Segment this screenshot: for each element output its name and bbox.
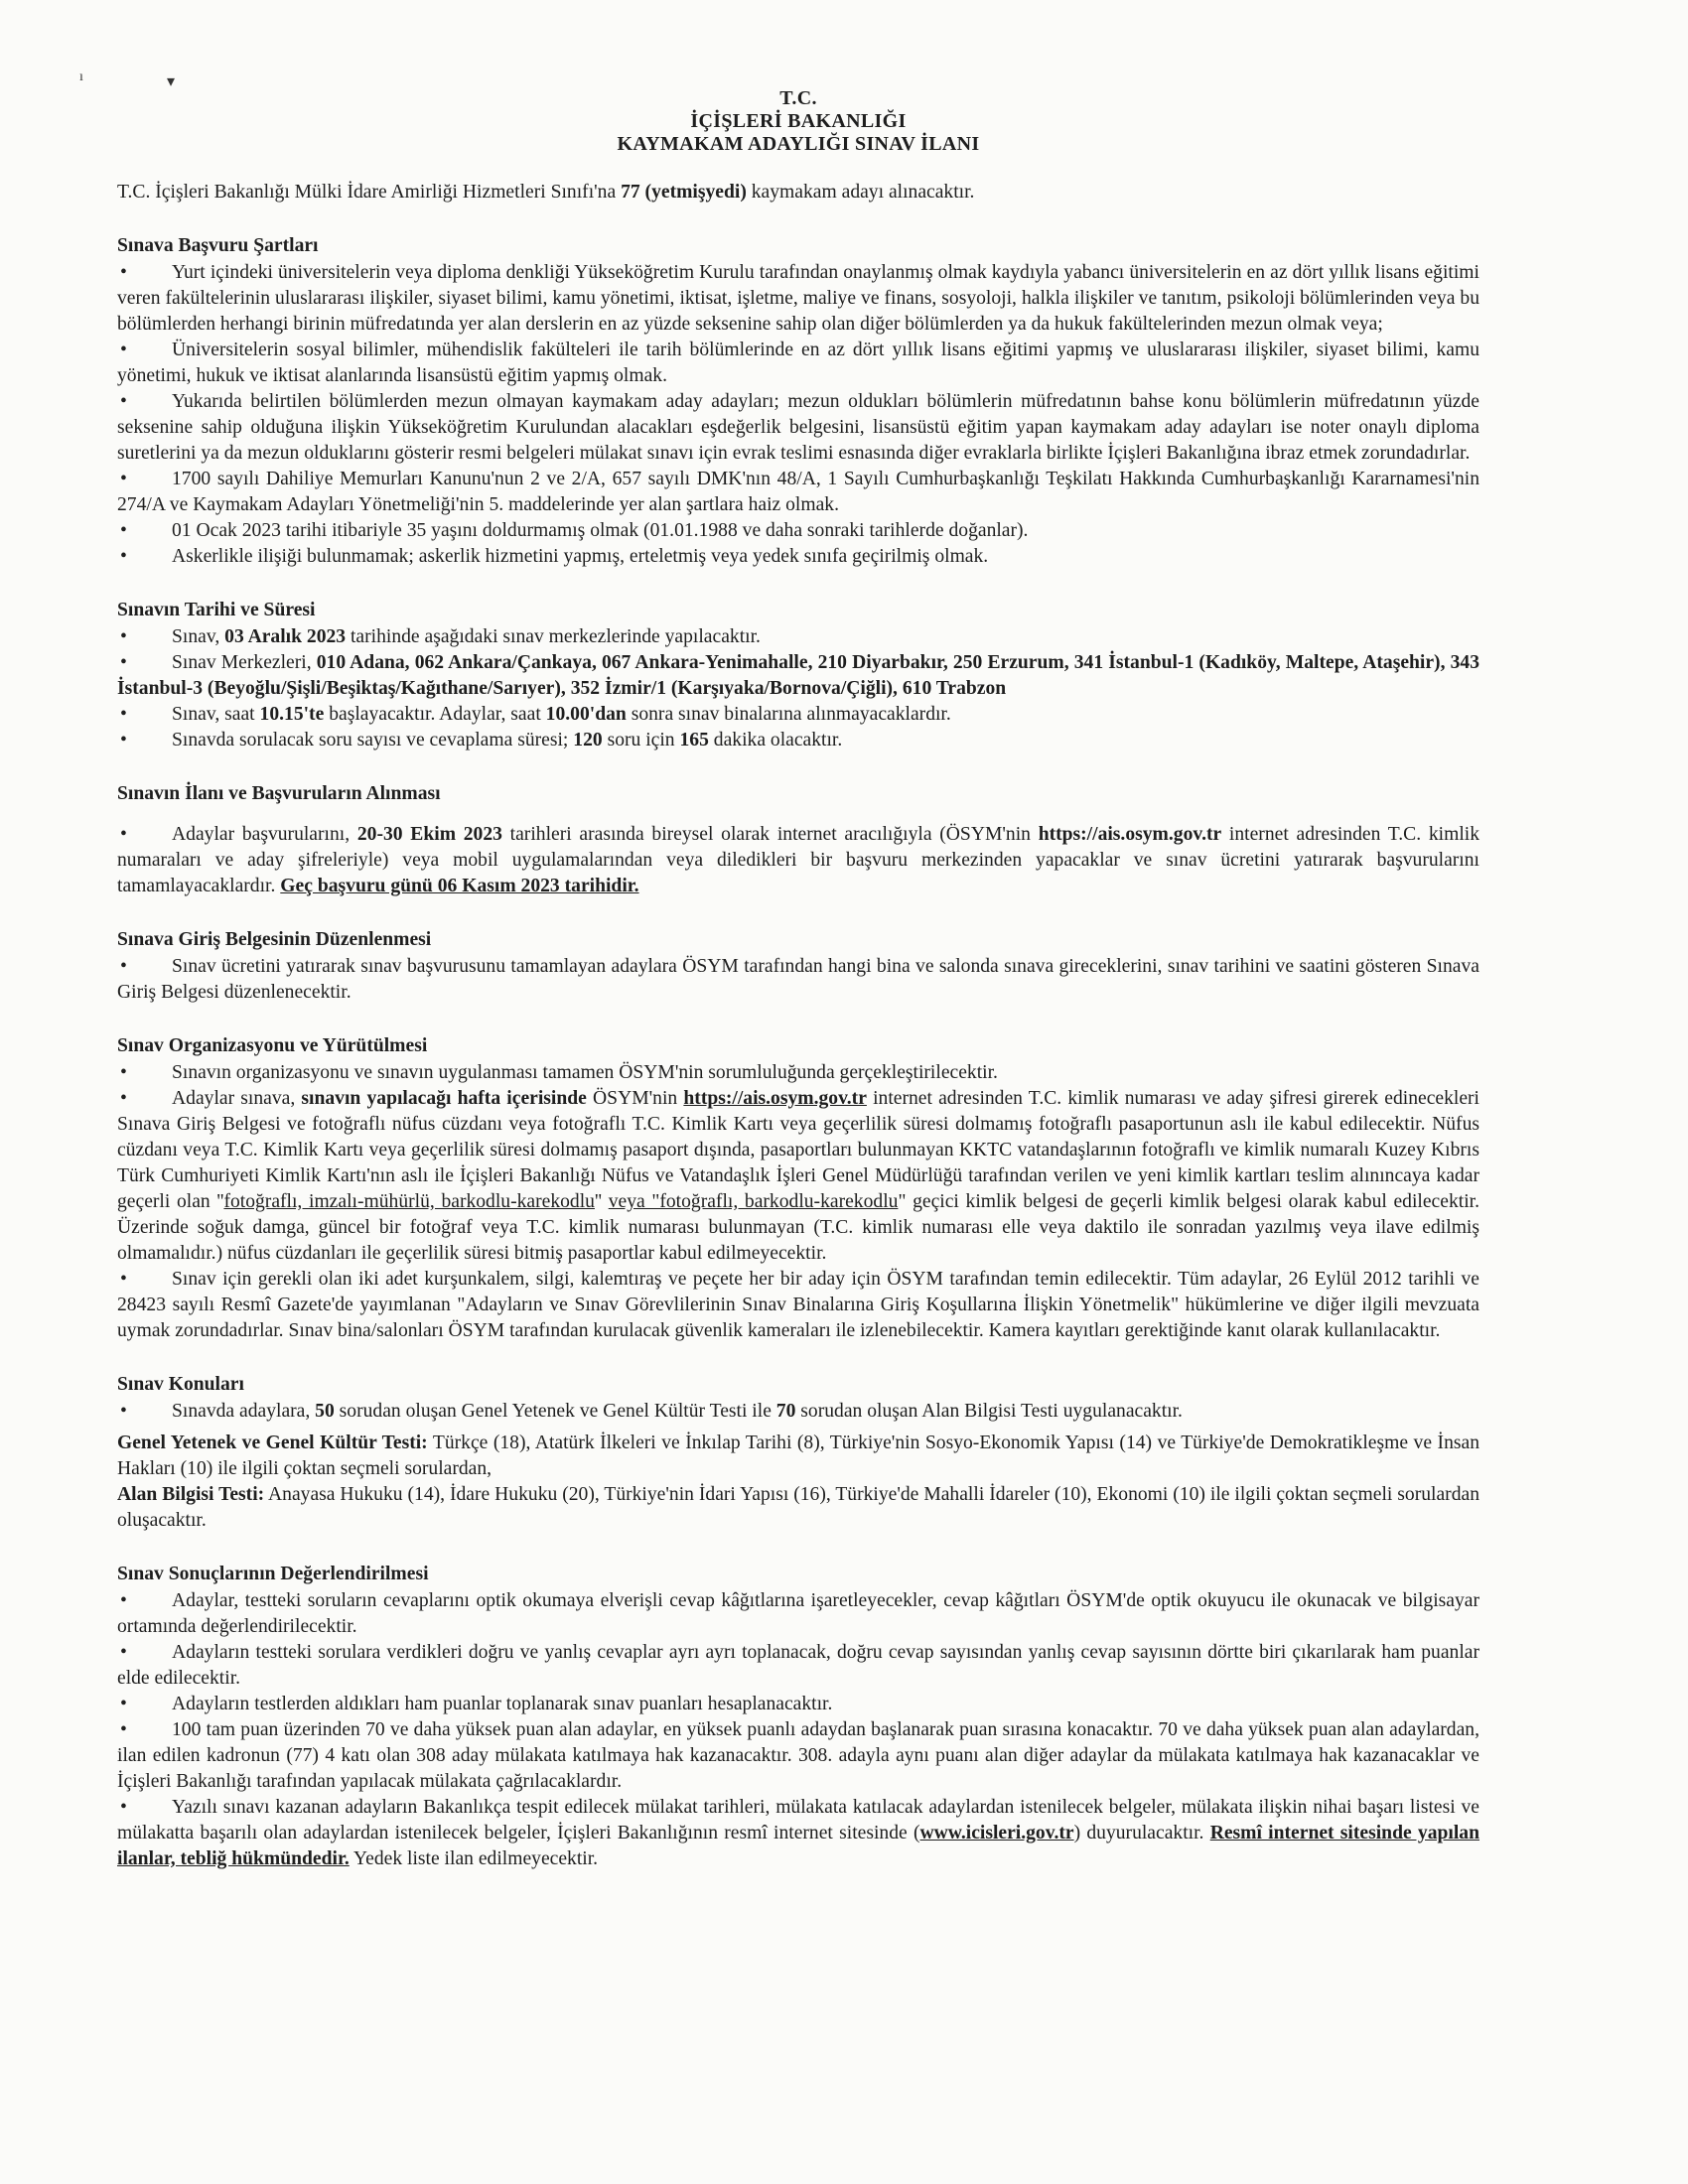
section-title: Sınava Başvuru Şartları bbox=[117, 235, 319, 256]
list-item bbox=[117, 1588, 1479, 1640]
item-text: Askerlikle ilişiği bulunmamak; askerlik hizmetini yapmış, erteletmiş veya yedek sınıfa geçirilmiş olmak. bbox=[172, 546, 989, 567]
list-item bbox=[117, 650, 1479, 702]
list-item bbox=[117, 467, 1479, 518]
item-text: 01 Ocak 2023 tarihi itibariyle 35 yaşını doldurmamış olmak (01.01.1988 ve daha sonraki tarihlerde doğanlar). bbox=[172, 520, 1029, 541]
list-item bbox=[117, 822, 1479, 899]
bullet-icon bbox=[117, 389, 172, 415]
scan-mark-1: ı bbox=[79, 69, 83, 84]
section-title: Sınava Giriş Belgesinin Düzenlenmesi bbox=[117, 929, 432, 950]
list-item bbox=[117, 1399, 1479, 1425]
item-text: Sınav, saat bbox=[172, 704, 260, 725]
item-text: 100 tam puan üzerinden 70 ve daha yüksek puan alan adaylar, en yüksek puanlı adaydan başlanarak puan sırasına konacaktır. 70 ve daha yüksek puan alan adaylardan, ilan edilen kadronun (77) 4 katı olan 308 aday mülakata katılmaya hak kazanacaktır. 308. adayla aynı puanı alan diğer adaylar da mülakata katılmaya hak kazanacaklar ve İçişleri Bakanlığı tarafından yapılacak mülakata çağrılacaklardır. bbox=[117, 1719, 1479, 1792]
official-notice: Resmî internet sitesinde yapılan ilanlar, tebliğ hükmündedir. bbox=[117, 1823, 1479, 1869]
item-text: Adaylar, testteki soruların cevaplarını optik okumaya elverişli cevap kâğıtlarına işaretleyecekler, cevap kâğıtları ÖSYM'de optik okuyucu ile okunacak ve bilgisayar ortamında değerlendirilecektir. bbox=[117, 1590, 1479, 1637]
general-test-label: Genel Yetenek ve Genel Kültür Testi: bbox=[117, 1433, 428, 1453]
bullet-icon bbox=[117, 650, 172, 676]
start-time: 10.15'te bbox=[259, 704, 325, 725]
item-text: Adayların testlerden aldıkları ham puanlar toplanarak sınav puanları hesaplanacaktır. bbox=[172, 1694, 833, 1714]
list-item bbox=[117, 702, 1479, 728]
bullet-icon bbox=[117, 728, 172, 753]
section-title: Sınav Sonuçlarının Değerlendirilmesi bbox=[117, 1564, 429, 1584]
intro-post: kaymakam adayı alınacaktır. bbox=[746, 182, 975, 203]
item-text: '' bbox=[594, 1191, 609, 1212]
list-item bbox=[117, 260, 1479, 338]
item-text: Yazılı sınavı kazanan adayların Bakanlıkça tespit edilecek mülakat tarihleri, mülakata katılacak adaylardan istenilecek belgeler, mülakata ilişkin nihai başarı listesi ve mülakatta başarılı olan adaylardan istenilecek belgeler, İçişleri Bakanlığının resmî internet sitesinde ( bbox=[117, 1797, 1479, 1843]
bullet-icon bbox=[117, 1640, 172, 1666]
section-exam-organization bbox=[117, 1033, 1479, 1344]
bullet-icon bbox=[117, 1267, 172, 1293]
bullet-icon bbox=[117, 624, 172, 650]
bullet-icon bbox=[117, 954, 172, 980]
section-title: Sınav Konuları bbox=[117, 1374, 244, 1395]
section-title: Sınavın İlanı ve Başvuruların Alınması bbox=[117, 783, 441, 804]
field-test-paragraph bbox=[117, 1482, 1479, 1534]
general-test-count: 50 bbox=[315, 1401, 335, 1422]
list-item bbox=[117, 1640, 1479, 1692]
list-item bbox=[117, 1795, 1479, 1872]
header-line-announcement: KAYMAKAM ADAYLIĞI SINAV İLANI bbox=[617, 133, 980, 155]
bullet-icon bbox=[117, 467, 172, 492]
scan-mark-2: ▾ bbox=[167, 73, 176, 90]
bullet-icon bbox=[117, 822, 172, 848]
field-test-count: 70 bbox=[775, 1401, 796, 1422]
list-item bbox=[117, 1060, 1479, 1086]
item-text: Türkçe (18), Atatürk İlkeleri ve İnkılap Tarihi (8), Türkiye'nin Sosyo-Ekonomik Yapısı (14) ve Türkiye'de Demokratikleşme ve İnsan Hakları (10) ile ilgili çoktan seçmeli sorulardan, bbox=[117, 1433, 1479, 1479]
ais-url-link[interactable]: https://ais.osym.gov.tr bbox=[1038, 824, 1222, 845]
item-text: Sınav, bbox=[172, 626, 225, 647]
intro-count: 77 (yetmişyedi) bbox=[621, 182, 747, 203]
item-text: ) duyurulacaktır. bbox=[1073, 1823, 1210, 1843]
item-text: Yurt içindeki üniversitelerin veya diploma denkliği Yükseköğretim Kurulu tarafından onaylanmış olmak kaydıyla yabancı üniversitelerin en az dört yıllık lisans eğitimi veren fakültelerinin uluslararası ilişkiler, siyaset bilimi, kamu yönetimi, iktisat, işletme, maliye ve finans, sosyoloji, halkla ilişkiler ve tanıtım, psikoloji bölümlerinden veya bu bölümlerden herhangi birinin müfredatında yer alan derslerin en az yüzde seksenine sahip olan diğer bölümlerden ya da hukuk fakültelerinden mezun olmak veya; bbox=[117, 262, 1479, 335]
ais-url-link[interactable]: https://ais.osym.gov.tr bbox=[683, 1088, 867, 1109]
document-header bbox=[117, 87, 1479, 156]
intro-paragraph bbox=[117, 180, 1479, 205]
item-text: soru için bbox=[602, 730, 680, 751]
item-text: Sınav ücretini yatırarak sınav başvurusunu tamamlayan adaylara ÖSYM tarafından hangi bina ve salonda sınava gireceklerini, sınav tarihini ve saatini gösteren Sınava Giriş Belgesi düzenlenecektir. bbox=[117, 956, 1479, 1003]
item-text: " geçici kimlik belgesi de geçerli kimlik belgesi olarak kabul edilecektir. Üzerinde soğuk damga, güncel bir fotoğraf veya T.C. kimlik numarası bulunmayan (T.C. kimlik numarası elle veya daktilo ile sonradan yazılmış veya ilave edilmiş olmamalıdır.) nüfus cüzdanları ile geçerlilik süresi bitmiş pasaportlar kabul edilmeyecektir. bbox=[117, 1191, 1479, 1264]
application-dates: 20-30 Ekim 2023 bbox=[356, 824, 502, 845]
bullet-icon bbox=[117, 518, 172, 544]
item-text: tarihinde aşağıdaki sınav merkezlerinde yapılacaktır. bbox=[346, 626, 761, 647]
list-item bbox=[117, 1717, 1479, 1795]
section-entry-document bbox=[117, 927, 1479, 1006]
item-text: Üniversitelerin sosyal bilimler, mühendislik fakülteleri ile tarih bölümlerinde en az dört yıllık lisans eğitimi yapmış ve uluslararası ilişkiler, siyaset bilimi, kamu yönetimi, hukuk ve iktisat alanlarında lisansüstü eğitim yapmış olmak. bbox=[117, 340, 1479, 386]
item-text: Sınavda sorulacak soru sayısı ve cevaplama süresi; bbox=[172, 730, 574, 751]
header-line-ministry: İÇİŞLERİ BAKANLIĞI bbox=[690, 110, 907, 132]
item-text: Sınav için gerekli olan iki adet kurşunkalem, silgi, kalemtıraş ve peçete her bir aday için ÖSYM tarafından temin edilecektir. Tüm adaylar, 26 Eylül 2012 tarihli ve 28423 sayılı Resmî Gazete'de yayımlanan "Adayların ve Sınav Görevlilerinin Sınav Binalarına Giriş Koşullarına İlişkin Yönetmelik" hükümlerine ve diğer ilgili mevzuata uymak zorundadırlar. Sınav bina/salonları ÖSYM tarafından kurulacak güvenlik kameraları ile izlenebilecektir. Kamera kayıtları gerektiğinde kanıt olarak kullanılacaktır. bbox=[117, 1269, 1479, 1341]
list-item bbox=[117, 1692, 1479, 1717]
item-text: Yukarıda belirtilen bölümlerden mezun olmayan kaymakam aday adayları; mezun oldukları bölümlerin müfredatının bahse konu bölümlerin müfredatının yüzde seksenine sahip olduğuna ilişkin Yükseköğretim Kurulundan alacakları eşdeğerlik belgesini, lisansüstü eğitim yapan kaymakam aday adayları ise noter onaylı diploma suretlerini ya da mezun olduklarını gösterir resmi belgeleri mülakat sınavı için evrak teslimi esnasında diğer evraklarla birlikte İçişleri Bakanlığına ibraz etmek zorundadırlar. bbox=[117, 391, 1479, 464]
item-text: Adaylar sınava, bbox=[172, 1088, 302, 1109]
document-page bbox=[117, 87, 1479, 1872]
item-text: sorudan oluşan Alan Bilgisi Testi uygulanacaktır. bbox=[795, 1401, 1183, 1422]
general-test-paragraph bbox=[117, 1431, 1479, 1482]
item-text: veya "fotoğraflı, barkodlu-karekodlu bbox=[608, 1191, 899, 1212]
item-text: ÖSYM'nin bbox=[586, 1088, 684, 1109]
bullet-icon bbox=[117, 1588, 172, 1614]
late-application-notice: Geç başvuru günü 06 Kasım 2023 tarihidir. bbox=[280, 876, 639, 896]
item-text: Yedek liste ilan edilmeyecektir. bbox=[349, 1848, 599, 1869]
bullet-icon bbox=[117, 1717, 172, 1743]
bullet-icon bbox=[117, 702, 172, 728]
list-item bbox=[117, 1267, 1479, 1344]
section-title: Sınav Organizasyonu ve Yürütülmesi bbox=[117, 1035, 428, 1056]
item-text: Anayasa Hukuku (14), İdare Hukuku (20), Türkiye'nin İdari Yapısı (16), Türkiye'de Mahalli İdareler (10), Ekonomi (10) ile ilgili çoktan seçmeli sorulardan oluşacaktır. bbox=[117, 1484, 1479, 1531]
section-application-requirements bbox=[117, 233, 1479, 570]
bullet-icon bbox=[117, 544, 172, 570]
bullet-icon bbox=[117, 260, 172, 286]
exam-week-notice: sınavın yapılacağı hafta içerisinde bbox=[301, 1088, 587, 1109]
item-text: başlayacaktır. Adaylar, saat bbox=[324, 704, 546, 725]
question-count: 120 bbox=[573, 730, 603, 751]
section-exam-topics bbox=[117, 1372, 1479, 1534]
bullet-icon bbox=[117, 1399, 172, 1425]
item-text: 1700 sayılı Dahiliye Memurları Kanunu'nun 2 ve 2/A, 657 sayılı DMK'nın 48/A, 1 Sayılı Cumhurbaşkanlığı Teşkilatı Hakkında Cumhurbaşkanlığı Kararnamesi'nin 274/A ve Kaymakam Adayları Yönetmeliği'nin 5. maddelerinde yer alan şartlara haiz olmak. bbox=[117, 469, 1479, 515]
section-title: Sınavın Tarihi ve Süresi bbox=[117, 600, 316, 620]
item-text: Sınavda adaylara, bbox=[172, 1401, 316, 1422]
header-line-tc: T.C. bbox=[779, 87, 817, 109]
section-exam-date bbox=[117, 598, 1479, 753]
field-test-label: Alan Bilgisi Testi: bbox=[117, 1484, 265, 1505]
list-item bbox=[117, 954, 1479, 1006]
list-item bbox=[117, 624, 1479, 650]
list-item bbox=[117, 544, 1479, 570]
list-item bbox=[117, 1086, 1479, 1267]
section-applications bbox=[117, 781, 1479, 899]
bullet-icon bbox=[117, 338, 172, 363]
item-text: tarihleri arasında bireysel olarak internet aracılığıyla (ÖSYM'nin bbox=[501, 824, 1039, 845]
list-item bbox=[117, 338, 1479, 389]
list-item bbox=[117, 518, 1479, 544]
item-text: dakika olacaktır. bbox=[708, 730, 843, 751]
bullet-icon bbox=[117, 1795, 172, 1821]
item-text: Adaylar başvurularını, bbox=[172, 824, 357, 845]
section-results-evaluation bbox=[117, 1562, 1479, 1872]
item-text: Sınav Merkezleri, bbox=[172, 652, 317, 673]
intro-pre: T.C. İçişleri Bakanlığı Mülki İdare Amirliği Hizmetleri Sınıfı'na bbox=[117, 182, 622, 203]
exam-centers: 010 Adana, 062 Ankara/Çankaya, 067 Ankara-Yenimahalle, 210 Diyarbakır, 250 Erzurum, 341 İstanbul-1 (Kadıköy, Maltepe, Ataşehir), 343 İstanbul-3 (Beyoğlu/Şişli/Beşiktaş/Kağıthane/Sarıyer), 352 İzmir/1 (Karşıyaka/Bornova/Çiğli), 610 Trabzon bbox=[117, 652, 1479, 699]
item-text: sorudan oluşan Genel Yetenek ve Genel Kültür Testi ile bbox=[334, 1401, 776, 1422]
item-text: internet adresinden T.C. kimlik numarası ve aday şifresi girerek edinecekleri Sınava Giriş Belgesi ve fotoğraflı nüfus cüzdanı veya fotoğraflı T.C. Kimlik Kartı veya geçerlilik süresi dolmamış fotoğraflı pasaportunun aslı ile kabul edilecektir. Nüfus cüzdanı veya T.C. Kimlik Kartı veya geçerlilik süresi dolmamış pasaport dışında, pasaportları bulunmayan KKTC vatandaşlarının fotoğraflı ve kimlik numaralı Kuzey Kıbrıs Türk Cumhuriyeti Kimlik Kartı'nın aslı ile İçişleri Bakanlığı Nüfus ve Vatandaşlık İşleri Genel Müdürlüğü tarafından verilen ve yeni kimlik kartları teslim alınıncaya kadar geçerli olan '' bbox=[117, 1088, 1479, 1212]
item-text: Sınavın organizasyonu ve sınavın uygulanması tamamen ÖSYM'nin sorumluluğunda gerçekleştirilecektir. bbox=[172, 1062, 998, 1083]
item-text: Adayların testteki sorulara verdikleri doğru ve yanlış cevaplar ayrı ayrı toplanacak, doğru cevap sayısından yanlış cevap sayısının dörtte biri çıkarılarak ham puanlar elde edilecektir. bbox=[117, 1642, 1479, 1689]
list-item bbox=[117, 728, 1479, 753]
bullet-icon bbox=[117, 1060, 172, 1086]
item-text: sonra sınav binalarına alınmayacaklardır. bbox=[626, 704, 951, 725]
item-text: internet adresinden T.C. kimlik numaraları ve aday şifreleriyle) veya mobil uygulamalarından veya diledikleri bir başvuru merkezinden yapacaklar ve sınav ücretini yatırarak başvurularını tamamlayacaklardır. bbox=[117, 824, 1480, 896]
item-text: fotoğraflı, imzalı-mühürlü, barkodlu-karekodlu bbox=[223, 1191, 595, 1212]
duration-minutes: 165 bbox=[679, 730, 709, 751]
exam-date: 03 Aralık 2023 bbox=[224, 626, 347, 647]
icisleri-url-link[interactable]: www.icisleri.gov.tr bbox=[919, 1823, 1074, 1843]
entry-deadline-time: 10.00'dan bbox=[545, 704, 627, 725]
bullet-icon bbox=[117, 1692, 172, 1717]
list-item bbox=[117, 389, 1479, 467]
bullet-icon bbox=[117, 1086, 172, 1112]
